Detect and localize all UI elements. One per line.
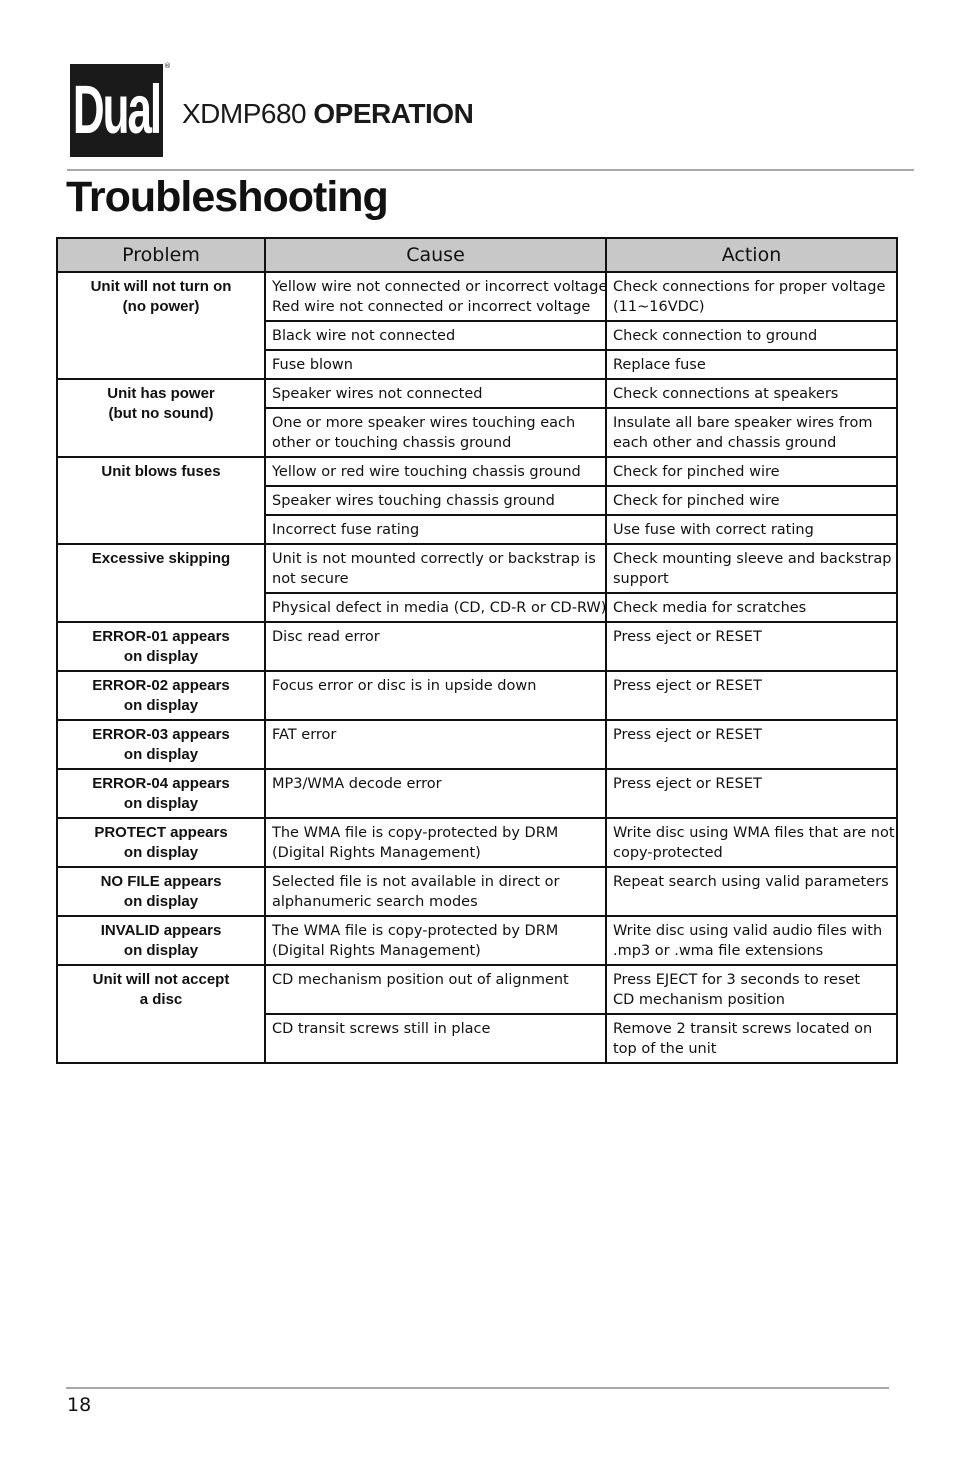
table-header-row: [57, 238, 897, 272]
cause-line: Incorrect fuse rating: [272, 522, 420, 538]
problem-line: on display: [123, 795, 199, 812]
problem-cell: [57, 818, 265, 867]
cause-cell: [265, 622, 606, 671]
problem-cell: [57, 457, 265, 544]
action-cell: [606, 867, 897, 916]
action-line: Write disc using valid audio files with: [613, 923, 883, 939]
action-cell: [606, 457, 897, 486]
cause-line: Selected file is not available in direct or: [272, 874, 560, 890]
page-title: Troubleshooting: [66, 173, 388, 221]
action-cell: [606, 544, 897, 593]
problem-line: Unit will not turn on: [90, 278, 232, 295]
problem-line: on display: [123, 942, 199, 959]
problem-line: Unit blows fuses: [101, 463, 221, 480]
action-line: Press eject or RESET: [613, 629, 762, 645]
table-body: [57, 272, 897, 1063]
cause-cell: [265, 515, 606, 544]
table-row: [57, 916, 897, 965]
action-line: support: [613, 571, 669, 587]
problem-line: a disc: [139, 991, 183, 1008]
cause-cell: [265, 867, 606, 916]
action-line: each other and chassis ground: [613, 435, 837, 451]
action-cell: [606, 622, 897, 671]
cause-cell: [265, 916, 606, 965]
cause-cell: [265, 1014, 606, 1063]
action-cell: [606, 916, 897, 965]
problem-line: (but no sound): [108, 405, 214, 422]
cause-cell: [265, 272, 606, 321]
action-cell: [606, 593, 897, 622]
action-line: copy-protected: [613, 845, 723, 861]
action-line: .mp3 or .wma file extensions: [613, 943, 824, 959]
problem-line: (no power): [122, 298, 200, 315]
header-section: OPERATION: [313, 98, 474, 129]
problem-cell: [57, 720, 265, 769]
problem-cell: [57, 272, 265, 379]
action-cell: [606, 720, 897, 769]
table-row: [57, 379, 897, 408]
cause-line: The WMA file is copy-protected by DRM: [272, 923, 559, 939]
problem-line: Unit will not accept: [92, 971, 230, 988]
problem-line: NO FILE appears: [100, 873, 222, 890]
column-header-action: Action: [606, 238, 897, 272]
table-row: [57, 622, 897, 671]
table-row: [57, 544, 897, 593]
action-line: Press EJECT for 3 seconds to reset: [613, 972, 861, 988]
cause-cell: [265, 350, 606, 379]
action-line: Repeat search using valid parameters: [613, 874, 889, 890]
problem-line: ERROR-01 appears: [92, 628, 230, 645]
cause-line: Speaker wires not connected: [272, 386, 483, 402]
cause-line: Fuse blown: [272, 357, 353, 373]
problem-line: ERROR-03 appears: [92, 726, 230, 743]
cause-line: CD transit screws still in place: [272, 1021, 491, 1037]
cause-cell: [265, 593, 606, 622]
logo-text: Dual: [72, 72, 161, 149]
cause-line: Red wire not connected or incorrect voltage: [272, 299, 591, 315]
cause-cell: [265, 720, 606, 769]
problem-line: on display: [123, 746, 199, 763]
cause-cell: [265, 486, 606, 515]
cause-line: Yellow wire not connected or incorrect voltage: [272, 279, 608, 295]
action-cell: [606, 1014, 897, 1063]
action-cell: [606, 486, 897, 515]
header-model: XDMP680: [182, 98, 307, 129]
problem-line: PROTECT appears: [94, 824, 228, 841]
header-divider: [67, 169, 914, 171]
cause-line: MP3/WMA decode error: [272, 776, 442, 792]
action-line: Press eject or RESET: [613, 776, 762, 792]
cause-line: The WMA file is copy-protected by DRM: [272, 825, 559, 841]
cause-line: CD mechanism position out of alignment: [272, 972, 569, 988]
cause-cell: [265, 769, 606, 818]
action-cell: [606, 379, 897, 408]
action-cell: [606, 769, 897, 818]
action-cell: [606, 515, 897, 544]
dual-logo: [70, 64, 163, 157]
action-cell: [606, 818, 897, 867]
cause-line: not secure: [272, 571, 349, 587]
cause-line: alphanumeric search modes: [272, 894, 478, 910]
cause-line: (Digital Rights Management): [272, 943, 481, 959]
action-line: Check connection to ground: [613, 328, 818, 344]
column-header-problem: Problem: [57, 238, 265, 272]
action-cell: [606, 671, 897, 720]
table-row: [57, 457, 897, 486]
cause-line: Unit is not mounted correctly or backstrap is: [272, 551, 596, 567]
problem-cell: [57, 769, 265, 818]
column-header-cause: Cause: [265, 238, 606, 272]
cause-line: FAT error: [272, 727, 337, 743]
action-line: Press eject or RESET: [613, 727, 762, 743]
cause-line: Speaker wires touching chassis ground: [272, 493, 555, 509]
problem-line: ERROR-04 appears: [92, 775, 230, 792]
problem-cell: [57, 671, 265, 720]
problem-cell: [57, 916, 265, 965]
cause-cell: [265, 671, 606, 720]
problem-line: Unit has power: [107, 385, 215, 402]
action-line: Replace fuse: [613, 357, 706, 373]
table-row: [57, 769, 897, 818]
action-line: CD mechanism position: [613, 992, 785, 1008]
action-line: top of the unit: [613, 1041, 717, 1057]
action-line: Check media for scratches: [613, 600, 807, 616]
problem-cell: [57, 867, 265, 916]
cause-line: One or more speaker wires touching each: [272, 415, 576, 431]
cause-line: (Digital Rights Management): [272, 845, 481, 861]
action-line: Check mounting sleeve and backstrap: [613, 551, 892, 567]
cause-line: Black wire not connected: [272, 328, 456, 344]
action-line: Check for pinched wire: [613, 493, 780, 509]
action-line: (11~16VDC): [613, 299, 705, 315]
cause-line: Physical defect in media (CD, CD-R or CD-RW): [272, 600, 607, 616]
cause-line: other or touching chassis ground: [272, 435, 512, 451]
table-row: [57, 671, 897, 720]
table-row: [57, 965, 897, 1014]
table-row: [57, 867, 897, 916]
cause-line: Focus error or disc is in upside down: [272, 678, 537, 694]
action-line: Check connections at speakers: [613, 386, 839, 402]
cause-cell: [265, 818, 606, 867]
problem-line: ERROR-02 appears: [92, 677, 230, 694]
problem-line: INVALID appears: [100, 922, 222, 939]
problem-cell: [57, 965, 265, 1063]
cause-line: Disc read error: [272, 629, 380, 645]
problem-cell: [57, 544, 265, 622]
action-line: Use fuse with correct rating: [613, 522, 814, 538]
action-cell: [606, 408, 897, 457]
action-line: Remove 2 transit screws located on: [613, 1021, 873, 1037]
page-number: 18: [67, 1394, 92, 1416]
table-row: [57, 272, 897, 321]
problem-line: Excessive skipping: [91, 550, 231, 567]
action-cell: [606, 321, 897, 350]
problem-line: on display: [123, 697, 199, 714]
registered-mark: ®: [164, 62, 171, 70]
cause-cell: [265, 965, 606, 1014]
troubleshooting-table: [56, 237, 898, 1064]
problem-cell: [57, 622, 265, 671]
footer-divider: [66, 1387, 889, 1389]
cause-cell: [265, 408, 606, 457]
problem-cell: [57, 379, 265, 457]
cause-cell: [265, 321, 606, 350]
table-row: [57, 818, 897, 867]
action-cell: [606, 272, 897, 321]
cause-line: Yellow or red wire touching chassis ground: [272, 464, 581, 480]
header-title: [182, 98, 473, 130]
action-line: Check connections for proper voltage: [613, 279, 886, 295]
table-row: [57, 720, 897, 769]
action-line: Press eject or RESET: [613, 678, 762, 694]
problem-line: on display: [123, 844, 199, 861]
problem-line: on display: [123, 893, 199, 910]
cause-cell: [265, 457, 606, 486]
action-line: Check for pinched wire: [613, 464, 780, 480]
action-cell: [606, 965, 897, 1014]
action-line: Write disc using WMA files that are not: [613, 825, 895, 841]
problem-line: on display: [123, 648, 199, 665]
cause-cell: [265, 379, 606, 408]
action-line: Insulate all bare speaker wires from: [613, 415, 873, 431]
cause-cell: [265, 544, 606, 593]
action-cell: [606, 350, 897, 379]
